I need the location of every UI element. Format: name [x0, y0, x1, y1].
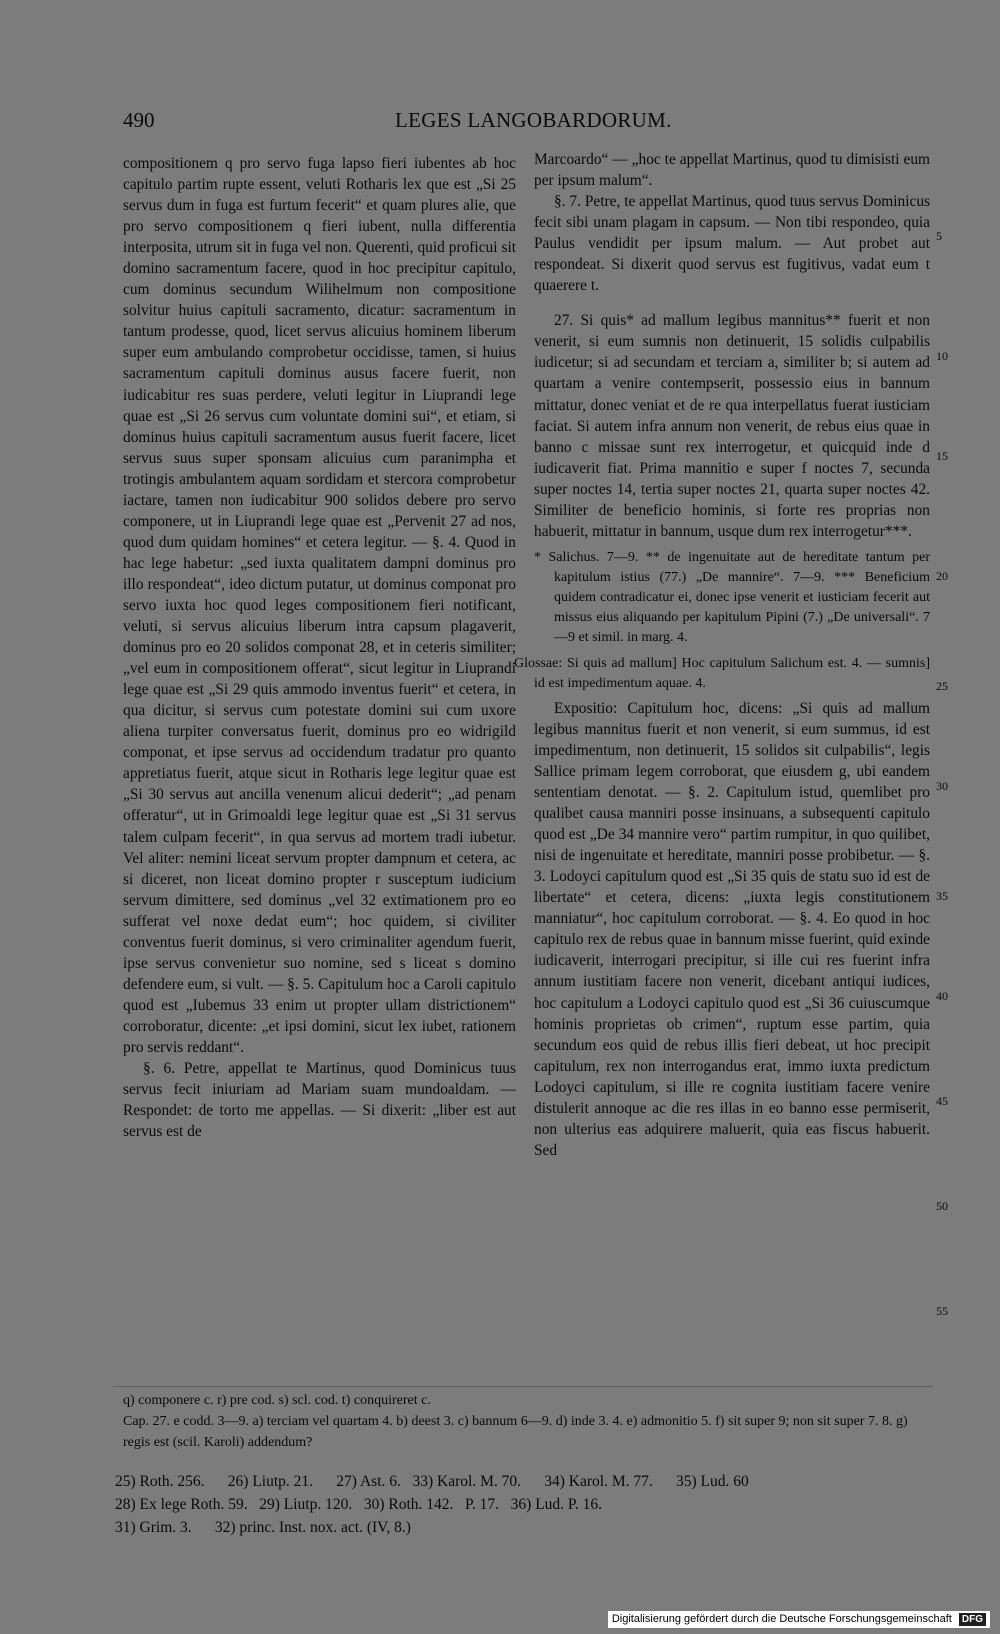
- line-number: 45: [936, 1094, 948, 1108]
- chapter-27: 27. Si quis* ad mallum legibus mannitus** fuerit et non venerit, si eum sumnis non detinuerit, 15 solidis culpabilis iudicetur; si ad secundam et terciam a, similiter b; si autem ad quartam a venire contempserit, possessio eius in bannum mittatur, donec veniat et de re qua interpellatus fuerat iusticiam faciat. Si autem infra annum non venerit, de rebus eius quae in banno c missae sunt rex interrogetur, et quicquid inde d iudicaverit fiat. Prima mannitio e super f noctes 7, secunda super noctes 14, tertia super noctes 21, quarta super noctes 42. Similiter de beneficio hominis, si forte res proprias non habuerit, mittatur in bannum, usque dum rex interrogetur***.: [534, 312, 930, 540]
- dfg-logo: DFG: [959, 1613, 986, 1626]
- line-number: 30: [936, 779, 948, 793]
- line-number: 15: [936, 449, 948, 463]
- credit-text: Digitalisierung gefördert durch die Deutsche Forschungsgemeinschaft: [611, 1613, 952, 1625]
- margin-line-numbers: [936, 149, 966, 1349]
- page-number: 490: [123, 108, 155, 132]
- left-paragraph-2: §. 6. Petre, appellat te Martinus, quod Dominicus tuus servus fecit iniuriam ad Mariam suam mundoaldam. — Respondet: de torto me appellas. — Si dixerit: „liber est aut servus est de: [123, 1060, 516, 1141]
- apparatus-line: q) componere c. r) pre cod. s) scl. cod. t) conquireret c.: [123, 1393, 431, 1408]
- source-line: 25) Roth. 256. 26) Liutp. 21. 27) Ast. 6. 33) Karol. M. 70. 34) Karol. M. 77. 35) Lud. 60: [115, 1473, 749, 1490]
- line-number: 25: [936, 679, 948, 693]
- expositio: Expositio: Capitulum hoc, dicens: „Si quis ad mallum legibus mannitus fuerit et non venerit, si eum summus, id est impedimentum, non detinuerit, 15 solidos sit culpabilis“, legis Sallice primam legem corroborat, que eiusdem g, ubi eandem sententiam denotat. — §. 2. Capitulum istud, quemlibet pro qualibet causa manniri posse insinuans, a subsequenti capitulo quod est „De 34 mannire vero“ partim rumpitur, in quo quilibet, nisi de ingenuitate et hereditate, manniri posse probibetur. — §. 3. Lodoyci capitulum quod est „Si 35 quis de statu suo id est de libertate“ et cetera, dicens: „iuxta legis constitutionem manniatur“, hoc capitulum corroborat. — §. 4. Eo quod in hoc capitulo rex de rebus quae in bannum misse fuerint, quid exinde iudicaverit, interrogari precipitur, si ille cui res fuerint infra annum iustitiam facere non venerit, dicebant antiqui iudices, hoc capitulum a Lodoyci capitulo quod est „Si 36 cuiuscumque hominis proprietas ob crimen“, ruptum esse partim, quia secundum eos quid de rebus illis fieri debeat, ut hoc precipit capitulum, rex non interrogandus erat, immo iuxta predictum Lodoyci capitulum, si ille re cognita iustitiam facere venire distulerit annoque ac die res illas in eo banno esse permiserit, non ulterius eas adquirere maluerit, quia eas fiscus habuerit. Sed: [534, 699, 930, 1159]
- line-number: 5: [936, 229, 942, 243]
- line-number: 50: [936, 1199, 948, 1213]
- footnote-divider: [113, 1386, 933, 1387]
- critical-apparatus: [123, 1390, 923, 1453]
- source-references: [115, 1470, 945, 1539]
- right-section-7: §. 7. Petre, te appellat Martinus, quod tuus servus Dominicus fecit sibi unam plagam in capsum. — Non tibi respondeo, quia Paulus vendidit per ipsum malum. — Aut probet aut respondeat. Si dixerit quod servus est fugitivus, vadat eum t quaerere t.: [534, 193, 930, 295]
- left-paragraph-1: compositionem q pro servo fuga lapso fieri iubentes ab hoc capitulo partim rupte essent, veluti Rotharis lex que est „Si 25 servus dum in fuga est furtum fecerit“ et quam plures alie, que pro servo compositionem q fieri iubent, nulla differentia interposita, utrum sit in fuga vel non. Querenti, quid proficui sit domino sacramentum facere, quod in hoc precipitur capitulo, cum dominus secundum Wilihelmum non compositione solvitur huius capituli sacramento, dicatur: sacramentum in tantum prodesse, quod, licet servus alicuius hominem liberum super eum ambulando comprobetur occidisse, tamen, si huius sacramentum capituli dominus ausus facere fuerit, non iudicabitur res suas perdere, veluti legitur in Liuprandi lege quae est „Si 26 servus cum voluntate domini sui“, et etiam, si dominus huius capituli sacramentum ausus fuerit facere, licet servus suus super sponsam alicuius cum paranimpha et trotingis ambulantem aquam sordidam et stercora comprobetur iactare, tamen non iudicabitur 900 solidos debere pro servo componere, ut in Liuprandi lege quae est „Pervenit 27 ad nos, quod dum quidam homines“ et cetera legitur. — §. 4. Quod in hac lege habetur: „sed iuxta qualitatem dampni dominus pro illo respondeat“, ideo dictum putatur, ut dominus componat pro servo iuxta hoc quod leges compositionem fieri notificant, veluti, si servus alicuius liberum intra capsum plagaverit, dominus pro eo 20 solidos componat 28, et in ceteris similiter; „vel eum in compositionem offerat“, sicut legitur in Liuprandi lege quae est „Si 29 quis ammodo inventus fuerit“ et cetera, in qua dicitur, si servus cum potestate domini sui cum uxore aliena turpiter conversatus fuerit, dominus pro eo widrigild componat, et ipse servus ad occidendum tradatur pro quanto appretiatus fuerit, atque sicut in Rotharis lege legitur quae est „Si 30 servus aut ancilla venenum alicui dederit“; „ad penam offeratur“, ut in Grimoaldi lege legitur quae est „Si 31 servus talem culpam fecerit“, in qua servus ad mortem tradi iubetur. Vel aliter: nemini liceat servum propter dampnum et cetera, ac si diceret, non liceat domino propter r susceptum iudicium servum dimittere, sed dominus „vel 32 extimationem pro eo sufferat vel noxe dedat eum“; hoc quidem, si civiliter conventus fuerit dominus, si vero criminaliter agendum fuerit, ipse servus convenietur suo nomine, sed s liceat s domino defendere eum, si vult. — §. 5. Capitulum hoc a Caroli capitulo quod est „Iubemus 33 enim ut propter ullam districtionem“ corroboratur, dicente: „et ipsi domini, sicut lex iubet, rationem pro servis reddant“.: [123, 155, 516, 1056]
- right-column: [514, 149, 930, 1161]
- line-number: 35: [936, 889, 948, 903]
- line-number: 40: [936, 989, 948, 1003]
- line-number: 10: [936, 349, 948, 363]
- source-line: 28) Ex lege Roth. 59. 29) Liutp. 120. 30) Roth. 142. P. 17. 36) Lud. P. 16.: [115, 1496, 602, 1513]
- left-column: [123, 153, 516, 1142]
- glossae: Glossae: Si quis ad mallum] Hoc capitulum Salichum est. 4. — sumnis] id est impedimentum aquae. 4.: [514, 655, 930, 691]
- chapter-notes: * Salichus. 7—9. ** de ingenuitate aut de hereditate tantum per kapitulum istius (77.) „De mannire“. 7—9. *** Beneficium quidem contradicatur ei, donec ipse venerit et iusticiam fecerit aut missus eius aliquando per kapitulum Pipini (7.) „De universali“. 7—9 et simil. in marg. 4.: [534, 549, 930, 645]
- funding-credit: [608, 1611, 990, 1628]
- line-number: 20: [936, 569, 948, 583]
- source-line: 31) Grim. 3. 32) princ. Inst. nox. act. (IV, 8.): [115, 1519, 411, 1536]
- line-number: 55: [936, 1304, 948, 1318]
- running-title: LEGES LANGOBARDORUM.: [395, 108, 672, 132]
- apparatus-line: Cap. 27. e codd. 3—9. a) terciam vel quartam 4. b) deest 3. c) bannum 6—9. d) inde 3. 4. e) admonitio 5. f) sit super 9; non sit super 7. 8. g) regis est (scil. Karoli) addendum?: [123, 1414, 908, 1450]
- right-continuation: Marcoardo“ — „hoc te appellat Martinus, quod tu dimisisti eum per ipsum malum“.: [534, 151, 930, 190]
